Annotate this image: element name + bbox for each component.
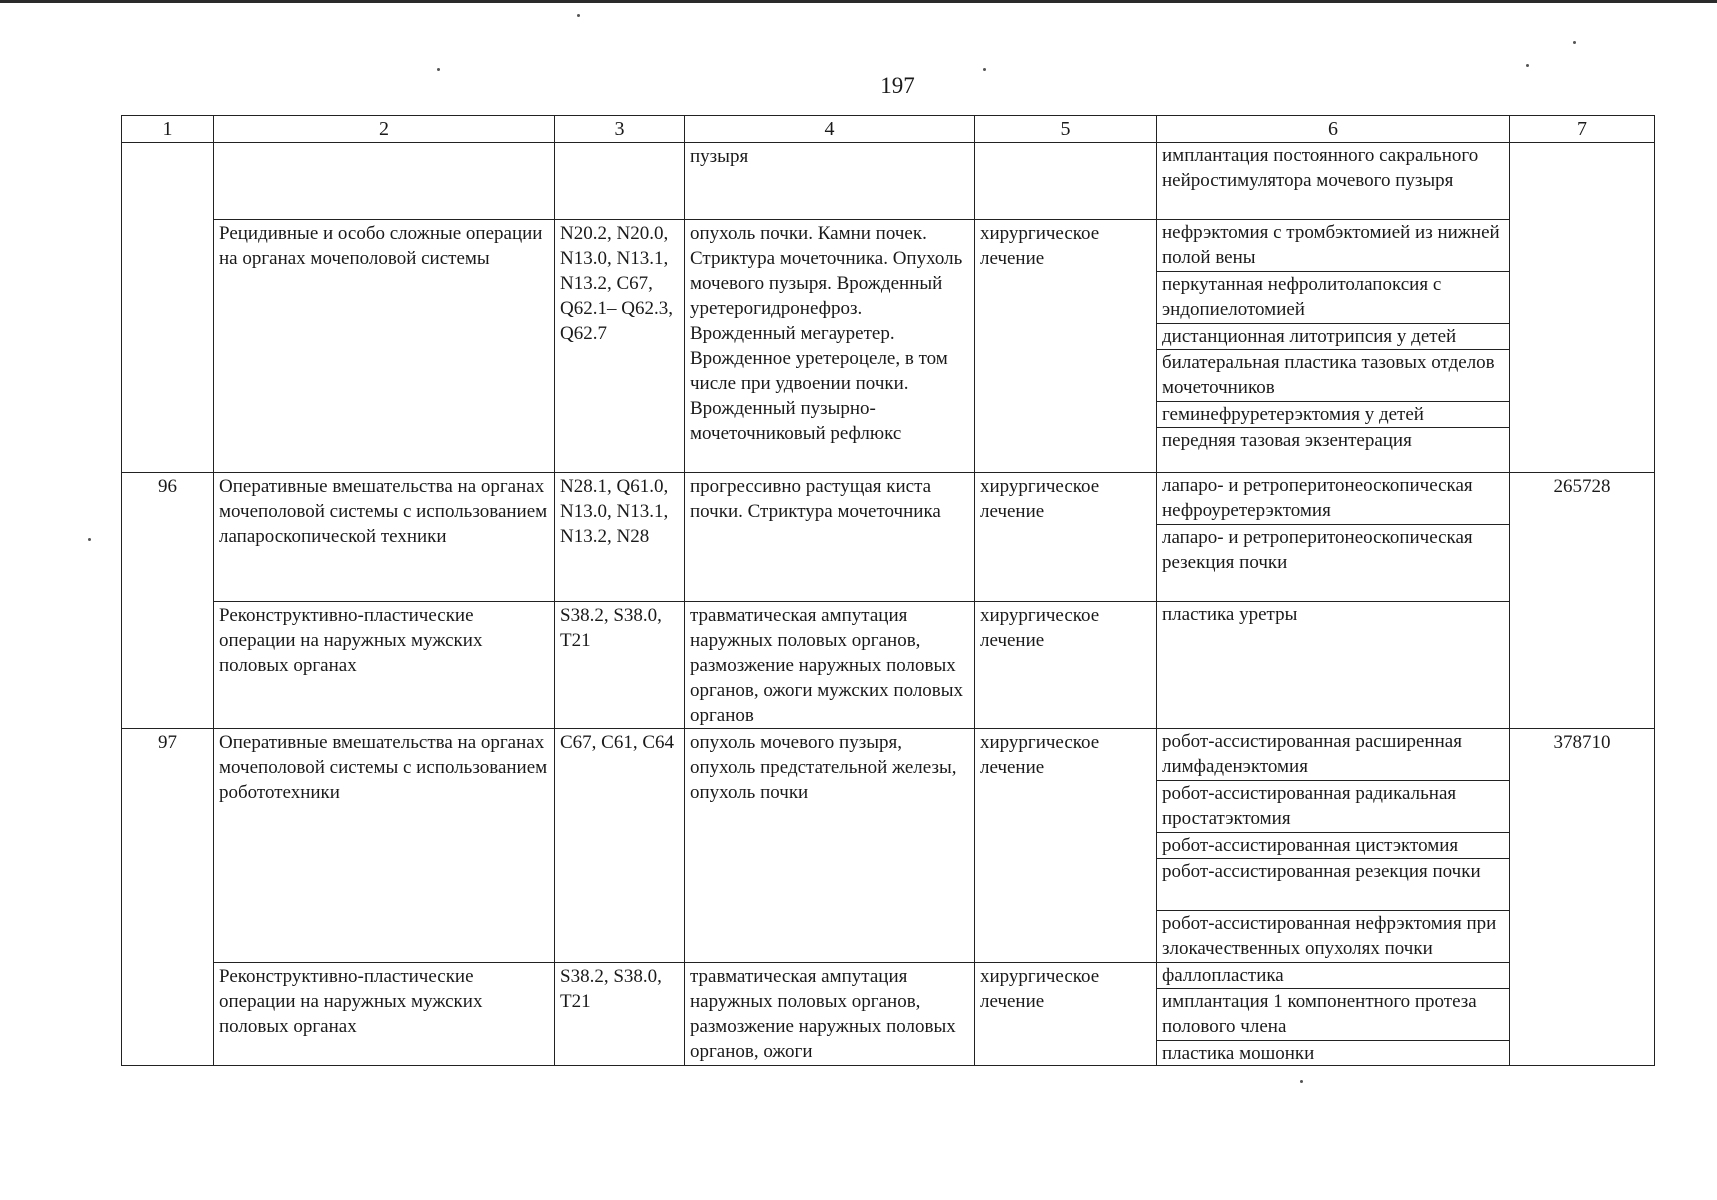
table-row: [122, 473, 1655, 602]
column-number-row: [122, 116, 1655, 143]
column-header: 4: [685, 116, 975, 143]
methods-cell: [1157, 729, 1510, 963]
row-number-cell: [122, 143, 214, 473]
patient-model-cell: прогрессивно растущая киста почки. Стриктура мочеточника: [685, 473, 975, 602]
cost-cell: [1510, 143, 1655, 473]
method-item: перкутанная нефролитолапоксия с эндопиелотомией: [1157, 271, 1509, 323]
scan-speck: [88, 538, 91, 541]
method-item: дистанционная литотрипсия у детей: [1157, 323, 1509, 349]
procedure-name-cell: Рецидивные и особо сложные операции на органах мочеполовой системы: [214, 220, 555, 473]
icd-codes-cell: [555, 143, 685, 220]
method-item: имплантация 1 компонентного протеза полового члена: [1157, 988, 1509, 1040]
method-item: геминефруретерэктомия у детей: [1157, 401, 1509, 427]
column-header: 7: [1510, 116, 1655, 143]
table-row: [122, 220, 1655, 473]
procedure-name-cell: [214, 143, 555, 220]
method-item: робот-ассистированная цистэктомия: [1157, 832, 1509, 858]
row-number-cell: 96: [122, 473, 214, 729]
method-item: имплантация постоянного сакрального нейростимулятора мочевого пузыря: [1162, 145, 1479, 191]
column-header: 3: [555, 116, 685, 143]
icd-codes-cell: S38.2, S38.0, T21: [555, 602, 685, 729]
methods-cell: [1157, 602, 1510, 729]
icd-codes-cell: C67, C61, C64: [555, 729, 685, 963]
methods-cell: [1157, 143, 1510, 220]
patient-model-cell: травматическая ампутация наружных половых органов, размозжение наружных половых органов, ожоги мужских половых органов: [685, 602, 975, 729]
column-header: 1: [122, 116, 214, 143]
method-item: фаллопластика: [1162, 965, 1284, 986]
procedures-table: [121, 115, 1655, 1066]
table-row: [122, 143, 1655, 220]
methods-cell: [1157, 963, 1510, 1066]
patient-model-cell: травматическая ампутация наружных половых органов, размозжение наружных половых органов, ожоги: [685, 963, 975, 1066]
procedure-name-cell: Реконструктивно-пластические операции на наружных мужских половых органах: [214, 963, 555, 1066]
method-item: передняя тазовая экзентерация: [1157, 427, 1509, 472]
icd-codes-cell: N28.1, Q61.0, N13.0, N13.1, N13.2, N28: [555, 473, 685, 602]
method-item: билатеральная пластика тазовых отделов мочеточников: [1157, 349, 1509, 401]
procedure-name-cell: Оперативные вмешательства на органах мочеполовой системы с использованием робототехники: [214, 729, 555, 963]
cost-cell: 265728: [1510, 473, 1655, 729]
treatment-type-cell: хирургическое лечение: [975, 729, 1157, 963]
table-row: [122, 602, 1655, 729]
method-item: робот-ассистированная радикальная простатэктомия: [1157, 780, 1509, 832]
treatment-type-cell: хирургическое лечение: [975, 473, 1157, 602]
patient-model-cell: опухоль почки. Камни почек. Стриктура мочеточника. Опухоль мочевого пузыря. Врожденный уретерогидронефроз. Врожденный мегауретер. Врожденное уретероцеле, в том числе при удвоении почки. Врожденный пузырно-мочеточниковый рефлюкс: [685, 220, 975, 473]
treatment-type-cell: хирургическое лечение: [975, 602, 1157, 729]
scan-speck: [1300, 1080, 1303, 1083]
method-item: робот-ассистированная резекция почки: [1157, 858, 1509, 910]
method-item: пластика мошонки: [1157, 1040, 1509, 1065]
column-header: 5: [975, 116, 1157, 143]
page-number: 197: [880, 73, 915, 98]
scan-speck: [1573, 41, 1576, 44]
scan-speck: [437, 68, 440, 71]
cost-cell: 378710: [1510, 729, 1655, 1066]
procedure-name-cell: Реконструктивно-пластические операции на наружных мужских половых органах: [214, 602, 555, 729]
scan-speck: [983, 68, 986, 71]
method-item: лапаро- и ретроперитонеоскопическая резекция почки: [1157, 524, 1509, 601]
row-number-cell: 97: [122, 729, 214, 1066]
table-row: [122, 963, 1655, 1066]
scan-speck: [577, 14, 580, 17]
patient-model-cell: опухоль мочевого пузыря, опухоль предстательной железы, опухоль почки: [685, 729, 975, 963]
scan-speck: [1526, 64, 1529, 67]
column-header: 6: [1157, 116, 1510, 143]
icd-codes-cell: N20.2, N20.0, N13.0, N13.1, N13.2, C67, Q62.1– Q62.3, Q62.7: [555, 220, 685, 473]
treatment-type-cell: хирургическое лечение: [975, 220, 1157, 473]
method-item: пластика уретры: [1162, 604, 1298, 625]
method-item: нефрэктомия с тромбэктомией из нижней полой вены: [1162, 222, 1500, 268]
top-border-line: [0, 0, 1717, 3]
method-item: лапаро- и ретроперитонеоскопическая нефроуретерэктомия: [1162, 475, 1473, 521]
methods-cell: [1157, 473, 1510, 602]
table-row: [122, 729, 1655, 963]
methods-cell: [1157, 220, 1510, 473]
icd-codes-cell: S38.2, S38.0, T21: [555, 963, 685, 1066]
method-item: робот-ассистированная нефрэктомия при злокачественных опухолях почки: [1157, 910, 1509, 962]
column-header: 2: [214, 116, 555, 143]
procedure-name-cell: Оперативные вмешательства на органах мочеполовой системы с использованием лапароскопической техники: [214, 473, 555, 602]
method-item: робот-ассистированная расширенная лимфаденэктомия: [1162, 731, 1462, 777]
treatment-type-cell: [975, 143, 1157, 220]
patient-model-cell: пузыря: [685, 143, 975, 220]
treatment-type-cell: хирургическое лечение: [975, 963, 1157, 1066]
